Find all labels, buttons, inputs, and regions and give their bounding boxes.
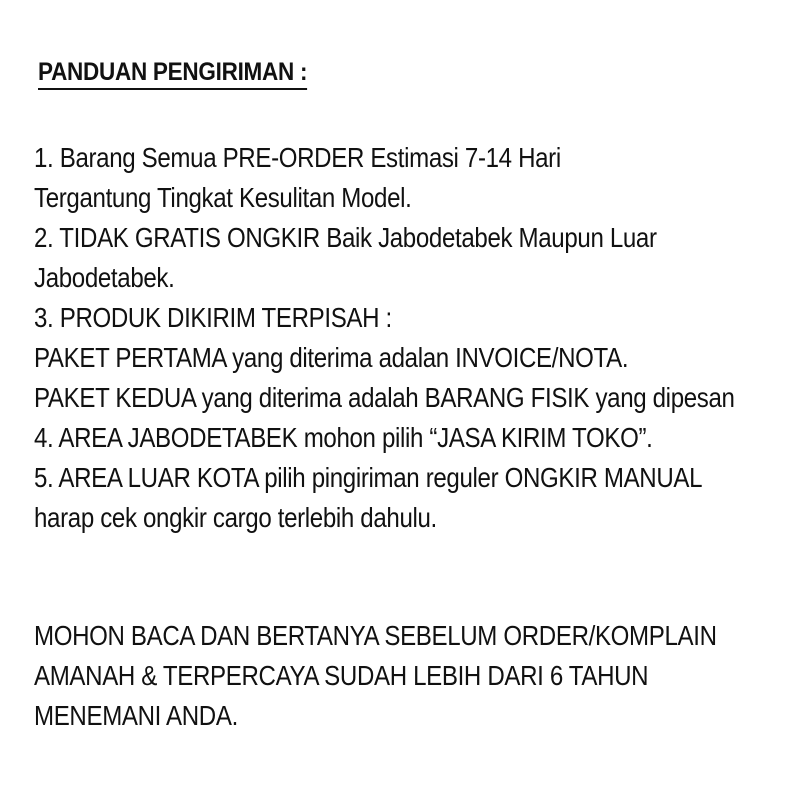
closing-line: MENEMANI ANDA. bbox=[34, 700, 238, 731]
closing-line: MOHON BACA DAN BERTANYA SEBELUM ORDER/KOMPLAIN bbox=[34, 620, 717, 651]
closing-line: AMANAH & TERPERCAYA SUDAH LEBIH DARI 6 TAHUN bbox=[34, 660, 649, 691]
closing-notice bbox=[34, 616, 739, 736]
page-title: PANDUAN PENGIRIMAN : bbox=[38, 56, 307, 90]
guide-line: 3. PRODUK DIKIRIM TERPISAH : bbox=[34, 302, 392, 333]
guide-body bbox=[34, 138, 739, 538]
guide-line: 5. AREA LUAR KOTA pilih pingiriman reguler ONGKIR MANUAL bbox=[34, 462, 703, 493]
guide-line: 2. TIDAK GRATIS ONGKIR Baik Jabodetabek Maupun Luar bbox=[34, 222, 657, 253]
guide-line: harap cek ongkir cargo terlebih dahulu. bbox=[34, 502, 437, 533]
guide-line: PAKET KEDUA yang diterima adalah BARANG FISIK yang dipesan bbox=[34, 382, 735, 413]
guide-line: 4. AREA JABODETABEK mohon pilih “JASA KIRIM TOKO”. bbox=[34, 422, 653, 453]
guide-line: PAKET PERTAMA yang diterima adalan INVOICE/NOTA. bbox=[34, 342, 629, 373]
guide-line: Tergantung Tingkat Kesulitan Model. bbox=[34, 182, 412, 213]
guide-line: 1. Barang Semua PRE-ORDER Estimasi 7-14 Hari bbox=[34, 142, 561, 173]
guide-line: Jabodetabek. bbox=[34, 262, 175, 293]
